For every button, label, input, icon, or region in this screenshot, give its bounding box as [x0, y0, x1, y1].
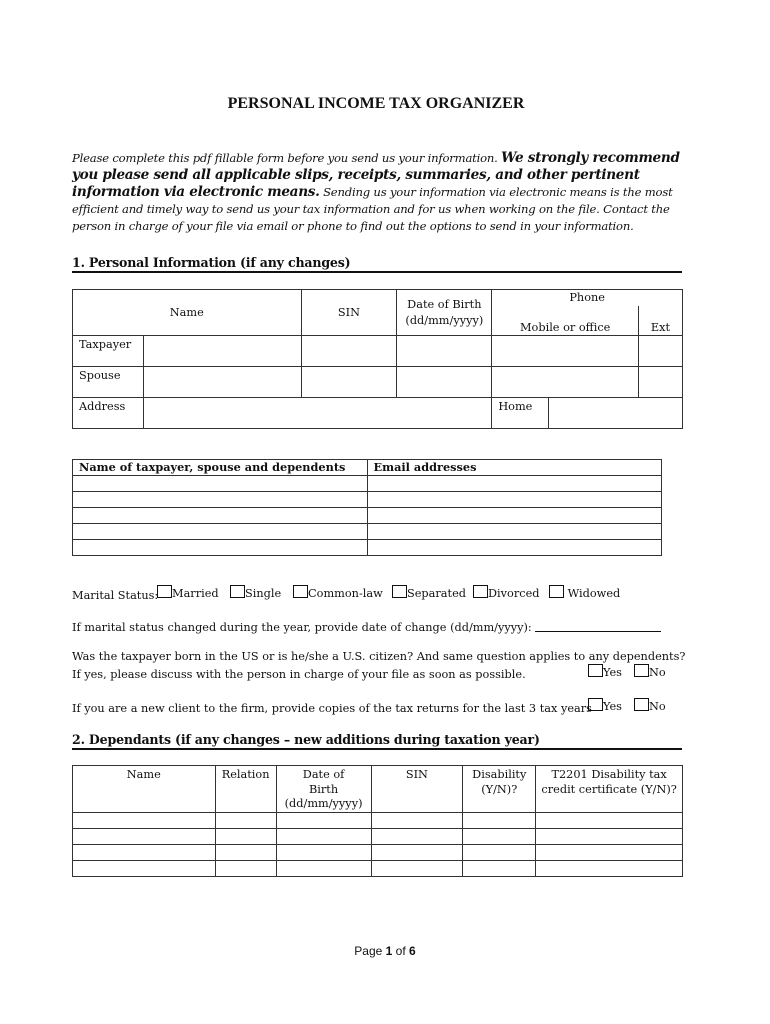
dep-field[interactable]: [215, 813, 276, 829]
dep-col-dob: Date of Birth (dd/mm/yyyy): [276, 766, 371, 813]
intro-text-3: Sending us your information via electronic means is the most efficient and timely way to send us your tax information and for us when working on the file. Contact the person in charge of your file via email or phone to find out the options to send in your information.: [72, 185, 673, 233]
taxpayer-mobile-field[interactable]: [492, 336, 639, 367]
col-ext: Ext: [639, 306, 683, 336]
us-yes-option[interactable]: Yes: [588, 664, 622, 679]
new-client-no-option[interactable]: No: [634, 698, 666, 713]
email-col-addresses: Email addresses: [367, 460, 662, 476]
checkbox-separated[interactable]: [392, 585, 407, 598]
dep-col-disability: Disability (Y/N)?: [463, 766, 536, 813]
marital-option-married[interactable]: Married: [157, 585, 219, 600]
dep-field[interactable]: [536, 829, 683, 845]
email-table: [72, 459, 662, 556]
col-sin: SIN: [301, 290, 397, 336]
email-name-field[interactable]: [73, 540, 368, 556]
email-col-names: Name of taxpayer, spouse and dependents: [73, 460, 368, 476]
page-title: PERSONAL INCOME TAX ORGANIZER: [227, 95, 525, 112]
dep-field[interactable]: [276, 813, 371, 829]
home-label: Home: [492, 398, 549, 429]
dep-field[interactable]: [215, 829, 276, 845]
checkbox-married[interactable]: [157, 585, 172, 598]
row-taxpayer-label: Taxpayer: [73, 336, 144, 367]
row-address-label: Address: [73, 398, 144, 429]
intro-paragraph: [72, 150, 684, 235]
checkbox-us-no[interactable]: [634, 664, 649, 677]
address-field[interactable]: [143, 398, 491, 429]
marital-change-line: If marital status changed during the year, provide date of change (dd/mm/yyyy):: [72, 620, 661, 634]
personal-info-table: [72, 289, 683, 429]
intro-text-bold: We strongly recommend you please send all applicable slips, receipts, summaries, and other pertinent information via electronic means.: [72, 150, 680, 200]
spouse-mobile-field[interactable]: [492, 367, 639, 398]
dep-field[interactable]: [73, 813, 216, 829]
dep-field[interactable]: [215, 861, 276, 877]
col-dob: Date of Birth (dd/mm/yyyy): [397, 290, 492, 336]
taxpayer-name-field[interactable]: [143, 336, 301, 367]
marital-change-date-field[interactable]: [535, 620, 661, 632]
marital-option-common-law[interactable]: Common-law: [293, 585, 383, 600]
email-name-field[interactable]: [73, 476, 368, 492]
dep-field[interactable]: [463, 845, 536, 861]
checkbox-common-law[interactable]: [293, 585, 308, 598]
email-name-field[interactable]: [73, 524, 368, 540]
dep-field[interactable]: [371, 829, 463, 845]
us-question-line2: If yes, please discuss with the person in charge of your file as soon as possible.: [72, 668, 526, 681]
new-client-line: If you are a new client to the firm, provide copies of the tax returns for the last 3 tax years: [72, 702, 592, 715]
page-footer: Page 1 of 6: [354, 944, 416, 958]
dependants-table: [72, 765, 683, 877]
dep-field[interactable]: [276, 845, 371, 861]
dep-field[interactable]: [463, 813, 536, 829]
marital-status-label: Marital Status:: [72, 589, 159, 602]
dep-field[interactable]: [215, 845, 276, 861]
email-address-field[interactable]: [367, 540, 662, 556]
checkbox-new-client-yes[interactable]: [588, 698, 603, 711]
us-question-line1: Was the taxpayer born in the US or is he/she a U.S. citizen? And same question applies to any dependents?: [72, 650, 686, 663]
email-name-field[interactable]: [73, 492, 368, 508]
section2-heading: 2. Dependants (if any changes – new additions during taxation year): [72, 732, 540, 747]
col-mobile: Mobile or office: [492, 306, 639, 336]
new-client-yes-option[interactable]: Yes: [588, 698, 622, 713]
row-spouse-label: Spouse: [73, 367, 144, 398]
dep-field[interactable]: [73, 861, 216, 877]
marital-option-single[interactable]: Single: [230, 585, 281, 600]
dep-col-t2201: T2201 Disability tax credit certificate (Y/N)?: [536, 766, 683, 813]
checkbox-new-client-no[interactable]: [634, 698, 649, 711]
email-address-field[interactable]: [367, 524, 662, 540]
col-name: Name: [73, 290, 302, 336]
marital-option-divorced[interactable]: Divorced: [473, 585, 540, 600]
dep-col-relation: Relation: [215, 766, 276, 813]
intro-text-1: Please complete this pdf fillable form before you send us your information.: [72, 151, 498, 165]
checkbox-single[interactable]: [230, 585, 245, 598]
taxpayer-dob-field[interactable]: [397, 336, 492, 367]
email-address-field[interactable]: [367, 508, 662, 524]
dep-col-sin: SIN: [371, 766, 463, 813]
checkbox-divorced[interactable]: [473, 585, 488, 598]
dep-field[interactable]: [536, 813, 683, 829]
us-no-option[interactable]: No: [634, 664, 666, 679]
marital-option-widowed[interactable]: Widowed: [549, 585, 620, 600]
checkbox-us-yes[interactable]: [588, 664, 603, 677]
spouse-name-field[interactable]: [143, 367, 301, 398]
email-address-field[interactable]: [367, 476, 662, 492]
section2-rule: [72, 748, 682, 750]
dep-field[interactable]: [73, 829, 216, 845]
home-phone-field[interactable]: [549, 398, 683, 429]
dep-field[interactable]: [463, 861, 536, 877]
col-phone: Phone: [492, 290, 683, 306]
dep-field[interactable]: [73, 845, 216, 861]
section1-rule: [72, 271, 682, 273]
dep-field[interactable]: [463, 829, 536, 845]
marital-option-separated[interactable]: Separated: [392, 585, 466, 600]
spouse-ext-field[interactable]: [639, 367, 683, 398]
email-address-field[interactable]: [367, 492, 662, 508]
dep-field[interactable]: [536, 845, 683, 861]
dep-field[interactable]: [371, 845, 463, 861]
checkbox-widowed[interactable]: [549, 585, 564, 598]
spouse-dob-field[interactable]: [397, 367, 492, 398]
taxpayer-ext-field[interactable]: [639, 336, 683, 367]
dep-col-name: Name: [73, 766, 216, 813]
taxpayer-sin-field[interactable]: [301, 336, 397, 367]
dep-field[interactable]: [276, 861, 371, 877]
dep-field[interactable]: [276, 829, 371, 845]
email-name-field[interactable]: [73, 508, 368, 524]
dep-field[interactable]: [371, 861, 463, 877]
section1-heading: 1. Personal Information (if any changes): [72, 255, 351, 270]
dep-field[interactable]: [536, 861, 683, 877]
dep-field[interactable]: [371, 813, 463, 829]
spouse-sin-field[interactable]: [301, 367, 397, 398]
